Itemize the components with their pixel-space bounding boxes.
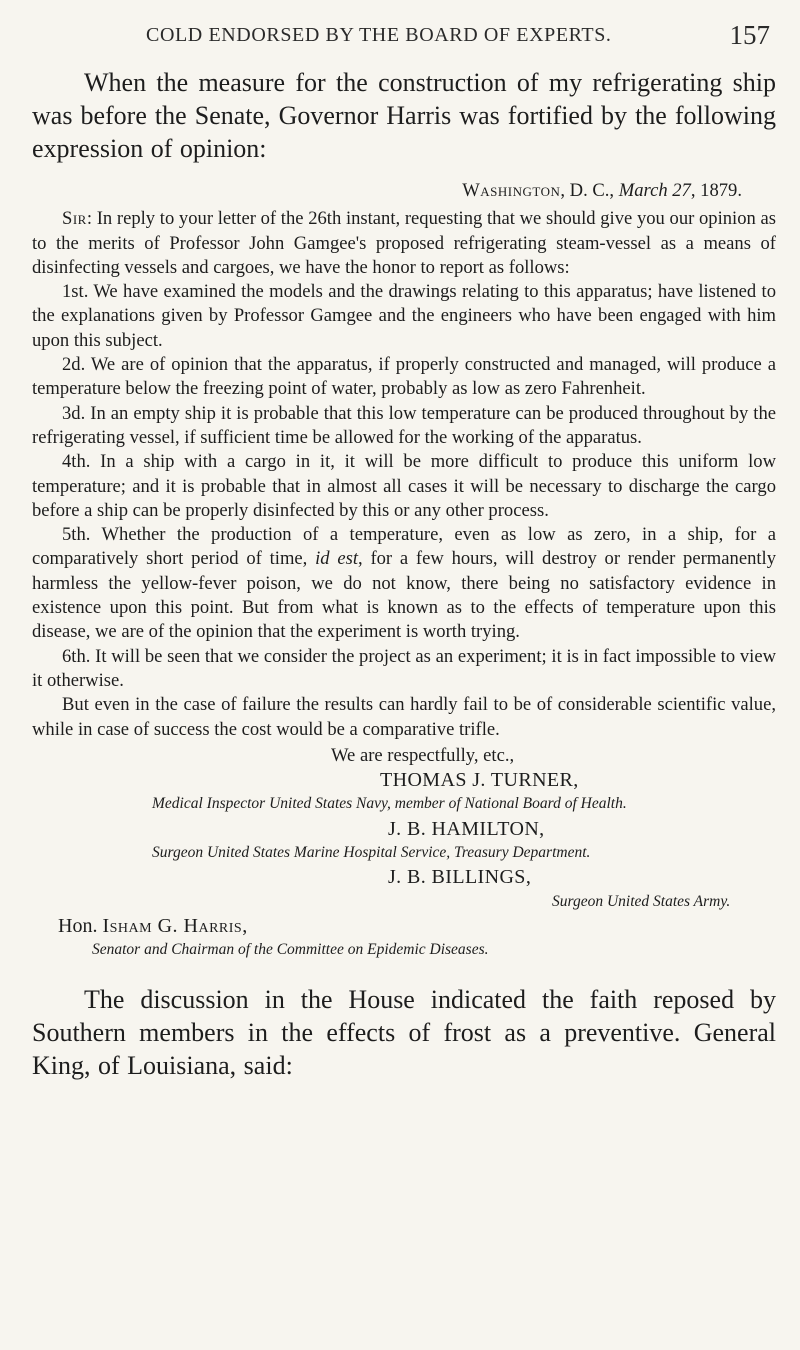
running-head (32, 0, 776, 52)
signatory-title: Surgeon United States Marine Hospital Service, Treasury Department. (152, 844, 591, 862)
dateline-date: March 27 (618, 180, 691, 201)
point-second: 2d. We are of opinion that the apparatus, if properly constructed and managed, will produce a temperature below the freezing point of water, probably as low as zero Fahrenheit. (32, 354, 776, 400)
closing-paragraph: The discussion in the House indicated the faith reposed by Southern members in the effects of frost as a preventive. General King, of Louisiana, said: (32, 984, 776, 1080)
dateline-city: Washington (462, 180, 561, 201)
point-first: 1st. We have examined the models and the drawings relating to this apparatus; have listened to the explanations given by Professor Gamgee and the engineers who have been engaged with him upon this subject. (32, 281, 776, 351)
point-fifth (32, 523, 776, 644)
dateline-year: , 1879. (690, 180, 742, 201)
addressee-name: Isham G. Harris, (102, 914, 248, 937)
letter-dateline (32, 179, 776, 203)
running-head-title: COLD ENDORSED BY THE BOARD OF EXPERTS. (146, 24, 612, 46)
point-fourth: 4th. In a ship with a cargo in it, it will be more difficult to produce this uniform low temperature; and it is probable that in almost all cases it will be necessary to discharge the cargo before a ship can be properly disinfected by this or any other process. (32, 451, 776, 521)
opening-text: : In reply to your letter of the 26th instant, requesting that we should give you our opinion as to the merits of Professor John Gamgee's proposed refrigerating steam-vessel as a means of disinfecting vessels and cargoes, we have the honor to report as follows: (32, 208, 776, 278)
point-third: 3d. In an empty ship it is probable that this low temperature can be produced throughout by the refrigerating vessel, if sufficient time be allowed for the working of the apparatus. (32, 402, 776, 448)
signatory-hamilton (32, 817, 776, 866)
intro-paragraph: When the measure for the construction of my refrigerating ship was before the Senate, Governor Harris was fortified by the following expression of opinion: (32, 68, 776, 163)
fifth-part-a: 5th. Whether the production of a temperature, even as low as zero, in a ship, for a comparatively short period of time, (32, 524, 776, 570)
signatory-title: Surgeon United States Army. (552, 892, 731, 910)
signatory-turner (32, 768, 776, 817)
signatory-name: J. B. BILLINGS, (388, 866, 532, 889)
book-page (32, 0, 776, 1082)
letter-conclusion: But even in the case of failure the results can hardly fail to be of considerable scientific value, while in case of success the cost would be a comparative trifle. (32, 694, 776, 740)
page-number: 157 (729, 20, 770, 50)
signatory-title: Medical Inspector United States Navy, member of National Board of Health. (152, 795, 627, 813)
addressee (32, 914, 776, 938)
signatory-name: THOMAS J. TURNER, (380, 769, 579, 792)
addressee-prefix: Hon. (58, 914, 103, 937)
fifth-italic: id est (315, 548, 359, 570)
signatory-name: J. B. HAMILTON, (388, 817, 545, 840)
letter-opening (32, 207, 776, 280)
point-sixth: 6th. It will be seen that we consider the project as an experiment; it is in fact impossible to view it otherwise. (32, 645, 776, 691)
addressee-title: Senator and Chairman of the Committee on Epidemic Diseases. (92, 941, 489, 959)
salutation: Sir (62, 208, 87, 230)
letter-closing: We are respectfully, etc., (331, 744, 515, 766)
dateline-place: , D. C., (560, 180, 619, 201)
quoted-letter (32, 179, 776, 963)
signatory-billings (32, 865, 776, 914)
fifth-part-b: , for a few hours, will destroy or render permanently harmless the yellow-fever poison, we do not know, there being no satisfactory evidence in existence upon this point. But from what is known as to the effects of temperature upon this disease, we are of the opinion that the experiment is worth trying. (32, 548, 776, 643)
